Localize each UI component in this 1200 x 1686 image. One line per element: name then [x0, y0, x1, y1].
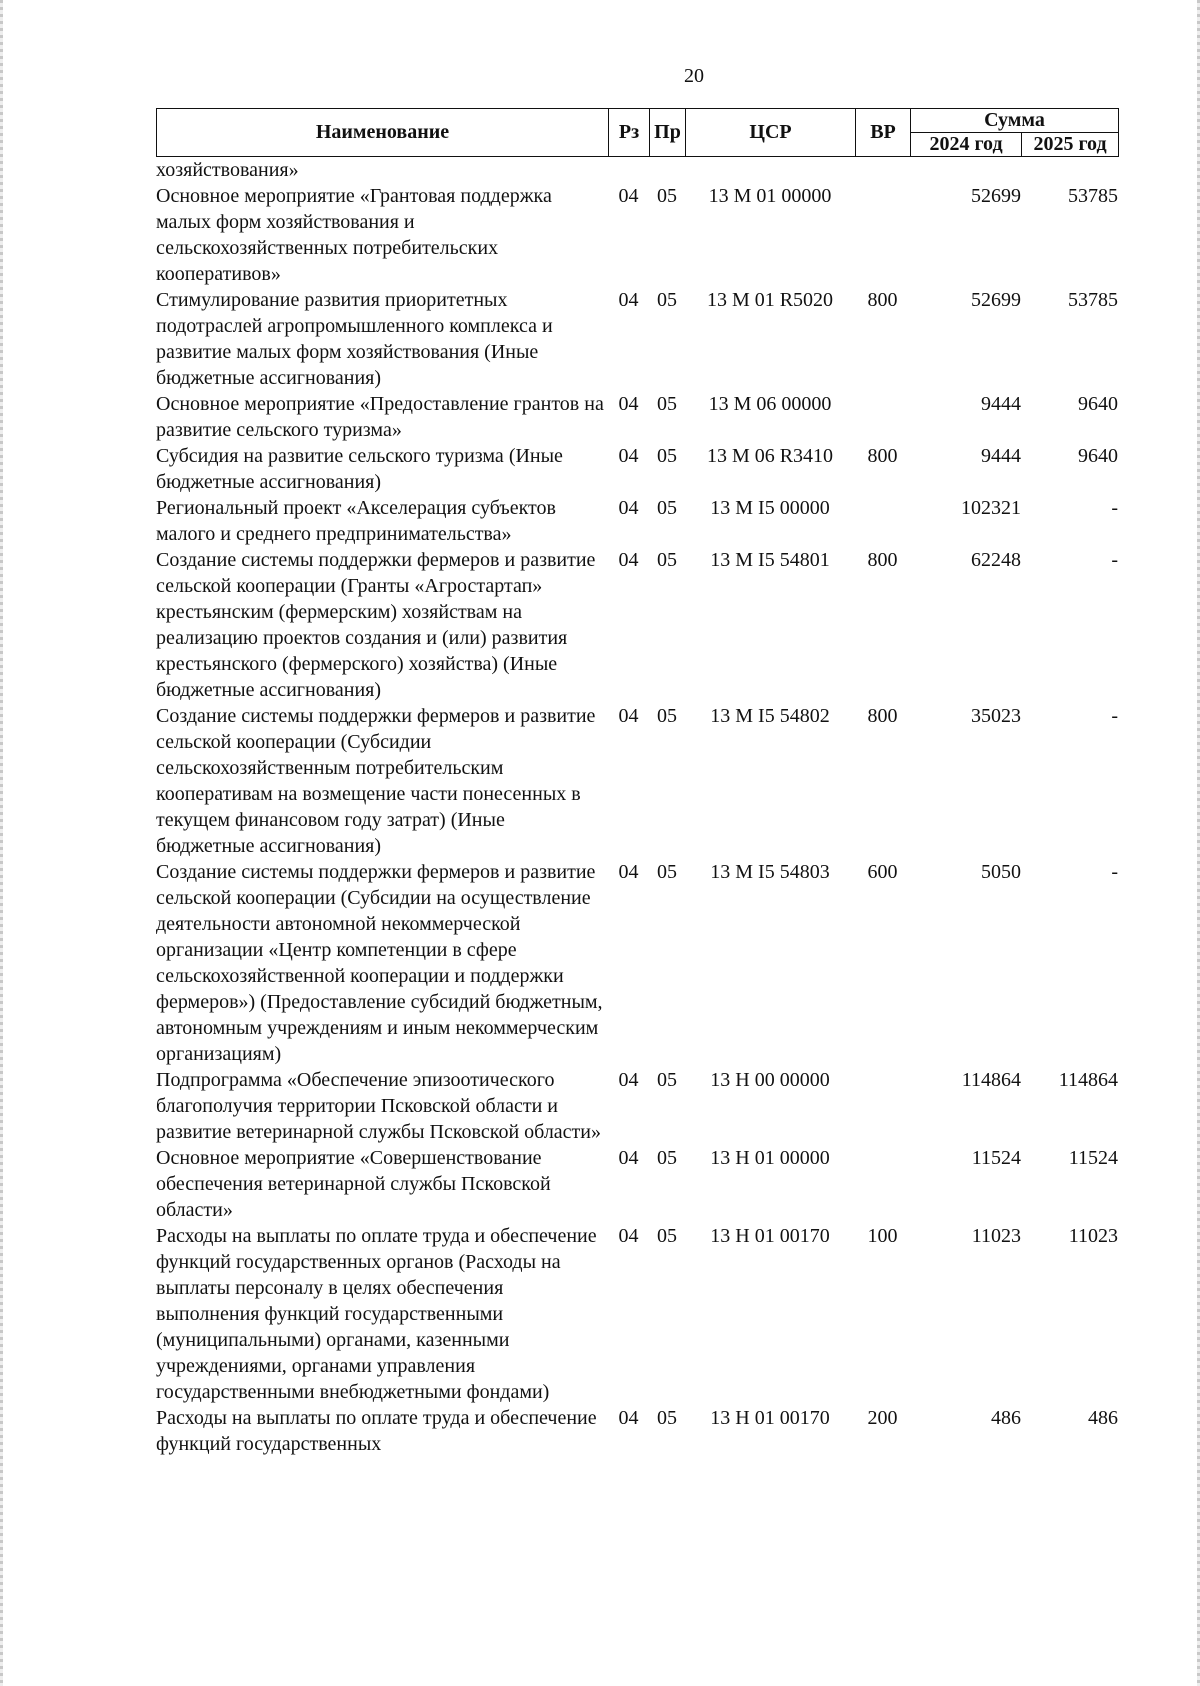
row-csr: 13 M 01 R5020 [706, 289, 834, 311]
row-csr: 13 M 06 R3410 [706, 445, 834, 467]
row-amount-2024: 35023 [971, 705, 1021, 727]
table-row [156, 1405, 1118, 1457]
row-amount-2025 [1021, 157, 1118, 183]
row-amount-2024: 486 [991, 1407, 1021, 1429]
table-row [156, 495, 1118, 547]
header-year-2025: 2025 год [1022, 133, 1119, 157]
table-row [156, 391, 1118, 443]
row-vr: 800 [867, 445, 898, 467]
row-csr: 13 H 00 00000 [710, 1069, 830, 1091]
header-pr: Пр [650, 109, 686, 157]
row-name: Стимулирование развития приоритетных подотраслей агропромышленного комплекса и развитие малых форм хозяйствования (Иные бюджетные ассигнования) [156, 289, 553, 389]
row-pr: 05 [657, 445, 677, 467]
row-amount-2024: 102321 [961, 497, 1021, 519]
row-name: Региональный проект «Акселерация субъектов малого и среднего предпринимательства» [156, 497, 556, 545]
row-vr [855, 1145, 910, 1223]
table-row [156, 547, 1118, 703]
row-amount-2025: 114864 [1058, 1069, 1118, 1091]
row-pr [649, 157, 685, 183]
row-csr: 13 M I5 54803 [710, 861, 830, 883]
row-rz: 04 [618, 289, 639, 311]
table-row [156, 859, 1118, 1067]
row-pr: 05 [657, 393, 677, 415]
row-csr [685, 157, 855, 183]
row-rz: 04 [618, 861, 639, 883]
row-rz: 04 [618, 705, 639, 727]
row-amount-2025: 53785 [1068, 289, 1118, 311]
row-vr: 800 [867, 549, 898, 571]
table-row [156, 1067, 1118, 1145]
row-csr: 13 H 01 00170 [710, 1407, 830, 1429]
row-rz: 04 [618, 1407, 639, 1429]
row-pr: 05 [657, 497, 677, 519]
row-amount-2024: 9444 [981, 393, 1021, 415]
row-pr: 05 [657, 1069, 677, 1091]
header-year-2024: 2024 год [911, 133, 1022, 157]
row-amount-2024: 11023 [971, 1225, 1021, 1247]
row-amount-2024: 52699 [971, 185, 1021, 207]
table-row [156, 1223, 1118, 1405]
row-name: Основное мероприятие «Грантовая поддержка малых форм хозяйствования и сельскохозяйственных потребительских кооперативов» [156, 185, 552, 285]
row-csr: 13 M I5 54801 [710, 549, 830, 571]
row-amount-2025: - [1111, 705, 1118, 727]
table-row [156, 443, 1118, 495]
row-amount-2024: 114864 [961, 1069, 1021, 1091]
row-name: Основное мероприятие «Совершенствование обеспечения ветеринарной службы Псковской области» [156, 1147, 551, 1221]
table-row [156, 703, 1118, 859]
row-vr: 800 [867, 705, 898, 727]
row-vr: 200 [867, 1407, 898, 1429]
row-vr: 800 [867, 289, 898, 311]
budget-table-page [156, 108, 1118, 1457]
row-rz: 04 [618, 393, 639, 415]
row-pr: 05 [657, 861, 677, 883]
row-pr: 05 [657, 549, 677, 571]
table-row [156, 183, 1118, 287]
row-amount-2025: 53785 [1068, 185, 1118, 207]
row-pr: 05 [657, 1407, 677, 1429]
row-rz: 04 [618, 1147, 639, 1169]
row-name: Основное мероприятие «Предоставление грантов на развитие сельского туризма» [156, 393, 604, 441]
row-amount-2025: 9640 [1078, 445, 1118, 467]
row-name: Расходы на выплаты по оплате труда и обеспечение функций государственных [156, 1407, 597, 1455]
row-rz: 04 [618, 1225, 639, 1247]
row-pr: 05 [657, 1225, 677, 1247]
row-csr: 13 H 01 00000 [710, 1147, 830, 1169]
row-amount-2025: - [1111, 549, 1118, 571]
page-number: 20 [684, 65, 704, 87]
row-csr: 13 M I5 00000 [710, 497, 830, 519]
row-rz: 04 [618, 185, 639, 207]
scan-edge-left [0, 0, 3, 1686]
header-sum: Сумма [911, 109, 1119, 133]
row-name: Создание системы поддержки фермеров и развитие сельской кооперации (Субсидии на осуществление деятельности автономной некоммерческой организации «Центр компетенции в сфере сельскохозяйственной кооперации и поддержки фермеров») (Предоставление субсидий бюджетным, автономным учреждениям и иным некоммерческим организациям) [156, 861, 603, 1065]
row-rz: 04 [618, 497, 639, 519]
row-amount-2024: 11524 [971, 1147, 1021, 1169]
row-amount-2025: 11524 [1068, 1147, 1118, 1169]
row-amount-2025: 9640 [1078, 393, 1118, 415]
row-name: Создание системы поддержки фермеров и развитие сельской кооперации (Гранты «Агростартап» крестьянским (фермерским) хозяйствам на реализацию проектов создания и (или) развития крестьянского (фермерского) хозяйства) (Иные бюджетные ассигнования) [156, 549, 596, 701]
row-pr: 05 [657, 185, 677, 207]
row-rz [608, 157, 649, 183]
row-csr: 13 H 01 00170 [710, 1225, 830, 1247]
row-vr [855, 1067, 910, 1145]
row-amount-2024 [910, 157, 1021, 183]
row-name: Расходы на выплаты по оплате труда и обеспечение функций государственных органов (Расходы на выплаты персоналу в целях обеспечения выполнения функций государственными (муниципальными) органами, казенными учреждениями, органами управления государственными внебюджетными фондами) [156, 1225, 597, 1403]
row-vr [855, 391, 910, 443]
header-vr: ВР [856, 109, 911, 157]
table-header [156, 108, 1119, 157]
row-amount-2025: 486 [1088, 1407, 1118, 1429]
row-vr [855, 495, 910, 547]
row-amount-2025: - [1111, 861, 1118, 883]
header-name: Наименование [157, 109, 609, 157]
row-csr: 13 M I5 54802 [710, 705, 830, 727]
header-csr: ЦСР [686, 109, 856, 157]
row-amount-2024: 5050 [981, 861, 1021, 883]
row-name: Субсидия на развитие сельского туризма (Иные бюджетные ассигнования) [156, 445, 563, 493]
table-row [156, 287, 1118, 391]
header-rz: Рз [609, 109, 650, 157]
row-csr: 13 M 01 00000 [708, 185, 832, 207]
row-amount-2025: - [1111, 497, 1118, 519]
table-rows [156, 157, 1118, 1457]
table-row [156, 1145, 1118, 1223]
row-vr [855, 157, 910, 183]
table-row [156, 157, 1118, 183]
row-amount-2024: 9444 [981, 445, 1021, 467]
row-rz: 04 [618, 445, 639, 467]
row-pr: 05 [657, 1147, 677, 1169]
row-amount-2025: 11023 [1068, 1225, 1118, 1247]
row-amount-2024: 52699 [971, 289, 1021, 311]
row-name: Создание системы поддержки фермеров и развитие сельской кооперации (Субсидии сельскохозяйственным потребительским кооперативам на возмещение части понесенных в текущем финансовом году затрат) (Иные бюджетные ассигнования) [156, 705, 596, 857]
row-pr: 05 [657, 289, 677, 311]
row-amount-2024: 62248 [971, 549, 1021, 571]
row-rz: 04 [618, 549, 639, 571]
row-name: хозяйствования» [156, 159, 299, 181]
row-vr: 100 [867, 1225, 898, 1247]
row-rz: 04 [618, 1069, 639, 1091]
row-name: Подпрограмма «Обеспечение эпизоотического благополучия территории Псковской области и развитие ветеринарной службы Псковской области» [156, 1069, 601, 1143]
table-body [156, 157, 1118, 1457]
row-csr: 13 M 06 00000 [708, 393, 832, 415]
row-vr [855, 183, 910, 287]
row-pr: 05 [657, 705, 677, 727]
row-vr: 600 [867, 861, 898, 883]
